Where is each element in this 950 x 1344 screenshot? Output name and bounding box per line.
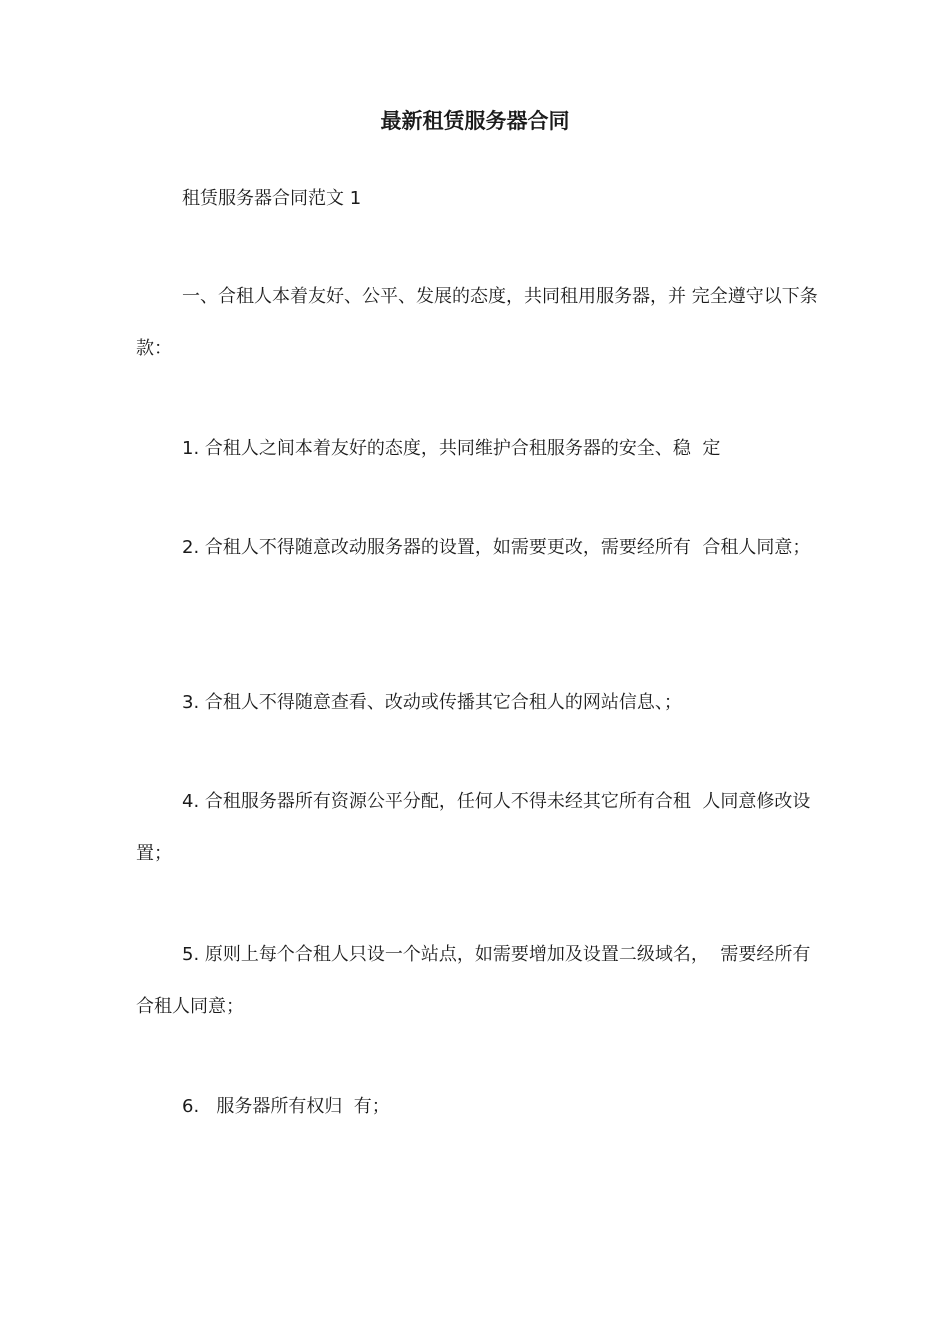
clause-2: 2. 合租人不得随意改动服务器的设置，如需要更改，需要经所有 合租人同意； <box>182 537 811 558</box>
clause-3: 3. 合租人不得随意查看、改动或传播其它合租人的网站信息、； <box>182 692 682 713</box>
clause-4: 4. 合租服务器所有资源公平分配，任何人不得未经其它所有合租 人同意修改设置； <box>136 791 811 864</box>
clause-5: 5. 原则上每个合租人只设一个站点，如需要增加及设置二级域名， 需要经所有合租人同意； <box>136 944 811 1017</box>
clause-1: 1. 合租人之间本着友好的态度，共同维护合租服务器的安全、稳 定 <box>182 438 721 459</box>
document-subtitle: 租赁服务器合同范文 1 <box>182 188 362 209</box>
document-title: 最新租赁服务器合同 <box>380 109 570 133</box>
clause-intro: 一、合租人本着友好、公平、发展的态度，共同租用服务器，并 完全遵守以下条款： <box>136 286 818 359</box>
clause-6: 6. 服务器所有权归 有； <box>182 1096 390 1117</box>
